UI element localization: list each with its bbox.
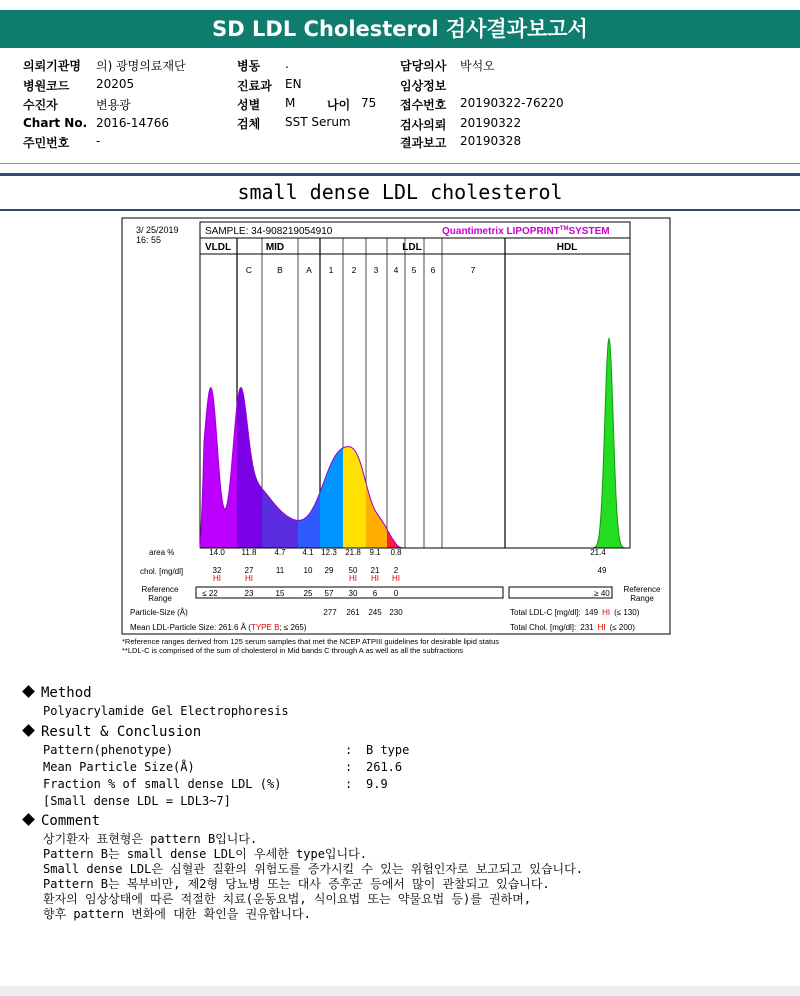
ward-value: . <box>285 57 289 71</box>
area-value: 14.0 <box>209 548 225 557</box>
band-label: B <box>277 265 283 275</box>
chol-value: 32 <box>212 566 222 575</box>
comment-line: 향후 pattern 변화에 대한 확인을 권유합니다. <box>43 907 311 921</box>
specimen-label: 검체 <box>237 117 261 131</box>
bullet-diamond-icon <box>22 724 35 737</box>
chol-row-label: chol. [mg/dl] <box>140 567 184 576</box>
band-label: 6 <box>430 265 436 275</box>
ref-value: 15 <box>275 589 285 598</box>
chart-label: Chart No. <box>23 116 88 130</box>
band-group-label: HDL <box>556 242 578 253</box>
comment-line: Pattern B는 복부비만, 제2형 당뇨병 또는 대사 증후군 등에서 많이 관찰되고 있습니다. <box>43 877 550 891</box>
bullet-diamond-icon <box>22 685 35 698</box>
band-label: C <box>245 265 253 275</box>
ref-value: 57 <box>324 589 334 598</box>
footnote: *Reference ranges derived from 125 serum samples that met the NCEP ATPIII guidelines for desirable lipid status <box>122 637 499 646</box>
chol-value: 29 <box>324 566 334 575</box>
sample-label: SAMPLE: 34-908219054910 <box>205 226 333 237</box>
result-label: Pattern(phenotype) <box>43 743 174 757</box>
band-label: 7 <box>470 265 476 275</box>
chol-value: 2 <box>393 566 399 575</box>
hi-flag: HI <box>213 574 221 583</box>
hi-flag: HI <box>371 574 379 583</box>
ward-label: 병동 <box>237 59 261 73</box>
ref-value: 0 <box>393 589 399 598</box>
patient-label: 수진자 <box>23 98 58 112</box>
lipoprint-figure <box>0 212 800 662</box>
band-label: A <box>306 265 312 275</box>
chol-value: 21 <box>370 566 380 575</box>
brand-label: Quantimetrix LIPOPRINT™SYSTEM <box>442 226 610 237</box>
resident-value: - <box>96 134 101 148</box>
ref-value: 23 <box>244 589 254 598</box>
dept-value: EN <box>285 77 302 91</box>
divider <box>0 163 800 164</box>
result-value: 261.6 <box>366 760 403 774</box>
code-label: 병원코드 <box>23 79 70 93</box>
report-date-value: 20190328 <box>460 134 522 148</box>
band-group-label: MID <box>265 242 285 253</box>
age-label: 나이 <box>327 98 351 112</box>
sex-label: 성별 <box>237 98 261 112</box>
result-sep: : <box>345 777 353 791</box>
area-value: 0.8 <box>390 548 402 557</box>
result-label: Mean Particle Size(Å) <box>43 760 195 774</box>
area-value: 9.1 <box>369 548 381 557</box>
section-title: small dense LDL cholesterol <box>237 180 563 204</box>
band-label: 3 <box>373 265 379 275</box>
sex-value: M <box>285 96 296 110</box>
divider <box>0 209 800 211</box>
comment-line: Small dense LDL은 심혈관 질환의 위험도를 증가시킬 수 있는 위험인자로 보고되고 있습니다. <box>43 862 583 876</box>
result-sep: : <box>345 760 353 774</box>
total-ldlc: Total LDL-C [mg/dl]: 149 HI (≤ 130) <box>510 608 640 617</box>
total-chol: Total Chol. [mg/dl]: 231 HI (≤ 200) <box>510 623 635 632</box>
area-value-hdl: 21.4 <box>590 548 606 557</box>
receipt-value: 20190322-76220 <box>460 96 564 110</box>
doctor-value: 박석오 <box>460 59 495 73</box>
receipt-label: 접수번호 <box>400 98 447 112</box>
ref-value: 25 <box>303 589 313 598</box>
ref-value: 30 <box>348 589 358 598</box>
method-heading: Method <box>24 685 92 701</box>
specimen-value: SST Serum <box>285 115 351 129</box>
report-date-label: 결과보고 <box>400 136 447 150</box>
mean-size-label: Mean LDL-Particle Size: 261.6 Å (TYPE B; ≤ 265) <box>130 623 307 632</box>
hi-flag: HI <box>349 574 357 583</box>
comment-line: 환자의 임상상태에 따른 적절한 치료(운동요법, 식이요법 또는 약물요법 등)를 권하며, <box>43 892 532 906</box>
ref-row-label: Range <box>148 594 172 603</box>
area-value: 12.3 <box>321 548 337 557</box>
age-value: 75 <box>361 96 377 110</box>
chart-value: 2016-14766 <box>96 116 170 130</box>
band-label: 5 <box>411 265 417 275</box>
comment-heading: Comment <box>24 813 100 829</box>
clinical-label: 임상정보 <box>400 79 447 93</box>
ref-row-label-right: Reference <box>623 585 661 594</box>
comment-line: Pattern B는 small dense LDL이 우세한 type입니다. <box>43 847 367 861</box>
particle-size-value: 245 <box>368 608 382 617</box>
result-heading: Result & Conclusion <box>24 724 201 740</box>
particle-row-label: Particle-Size (Å) <box>130 608 188 617</box>
comment-line: 상기환자 표현형은 pattern B입니다. <box>43 832 258 846</box>
hospital-label: 의뢰기관명 <box>23 59 81 73</box>
chol-value: 27 <box>244 566 254 575</box>
ref-row-label-right: Range <box>630 594 654 603</box>
divider <box>0 173 800 176</box>
hi-flag: HI <box>392 574 400 583</box>
figure-date: 3/ 25/2019 <box>136 225 179 235</box>
chol-value-hdl: 49 <box>597 566 607 575</box>
chol-value: 10 <box>303 566 313 575</box>
code-value: 20205 <box>96 77 135 91</box>
result-note: [Small dense LDL = LDL3~7] <box>43 794 231 808</box>
result-sep: : <box>345 743 353 757</box>
figure-time: 16: 55 <box>136 235 162 245</box>
ref-value-hdl: ≥ 40 <box>594 589 610 598</box>
ref-value: 6 <box>372 589 378 598</box>
particle-size-value: 261 <box>346 608 360 617</box>
hi-flag: HI <box>245 574 253 583</box>
particle-size-value: 230 <box>389 608 403 617</box>
ref-value: ≤ 22 <box>202 589 218 598</box>
request-label: 검사의뢰 <box>400 118 447 132</box>
area-value: 4.7 <box>274 548 286 557</box>
chol-value: 11 <box>275 566 285 575</box>
result-value: B type <box>366 743 410 757</box>
footnote: **LDL-C is comprised of the sum of cholesterol in Mid bands C through A as well as all the subfractions <box>122 646 464 655</box>
area-value: 4.1 <box>302 548 314 557</box>
report-title: SD LDL Cholesterol 검사결과보고서 <box>0 10 800 48</box>
band-label: 2 <box>351 265 357 275</box>
particle-size-value: 277 <box>323 608 337 617</box>
patient-value: 변용광 <box>96 98 131 112</box>
dept-label: 진료과 <box>237 79 272 93</box>
hospital-value: 의) 광명의료재단 <box>96 59 186 73</box>
method-text: Polyacrylamide Gel Electrophoresis <box>43 704 289 718</box>
ref-row-label: Reference <box>141 585 179 594</box>
bottom-bar <box>0 986 800 996</box>
band-label: 1 <box>328 265 334 275</box>
doctor-label: 담당의사 <box>400 59 447 73</box>
band-group-label: VLDL <box>204 242 232 253</box>
area-value: 11.8 <box>241 548 257 557</box>
area-value: 21.8 <box>345 548 361 557</box>
result-label: Fraction % of small dense LDL (%) <box>43 777 282 791</box>
band-group-label: LDL <box>402 242 422 253</box>
request-value: 20190322 <box>460 116 522 130</box>
bullet-diamond-icon <box>22 813 35 826</box>
area-row-label: area % <box>149 548 175 557</box>
resident-label: 주민번호 <box>23 136 70 150</box>
chol-value: 50 <box>348 566 358 575</box>
band-label: 4 <box>393 265 399 275</box>
result-value: 9.9 <box>366 777 388 791</box>
